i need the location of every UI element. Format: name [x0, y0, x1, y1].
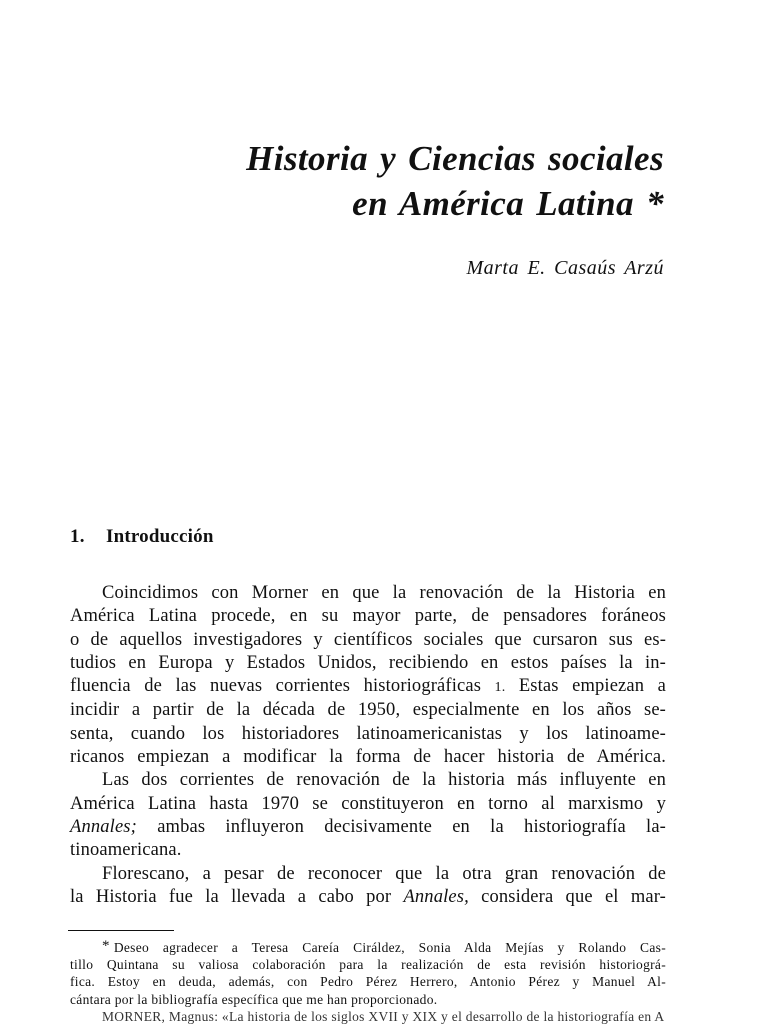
paragraph-3-line: Florescano, a pesar de reconocer que la otra gran renovación de	[102, 863, 666, 884]
paragraph-2-line: tinoamericana.	[70, 840, 182, 861]
footnote-star-line	[70, 938, 666, 956]
footnote-reference[interactable]: 1.	[494, 680, 506, 696]
body-text	[70, 582, 666, 909]
article-title	[246, 136, 664, 226]
paragraph-1-line: incidir a partir de la década de 1950, especialmente en los años se-	[70, 700, 666, 721]
section-title: Introducción	[106, 526, 214, 547]
journal-name: Annales,	[403, 886, 469, 907]
footnote-marker: *	[102, 938, 110, 954]
author-name: Marta E. Casaús Arzú	[466, 257, 664, 279]
footnote-1-line: MORNER, Magnus: «La historia de los siglos XVII y XIX y el desarrollo de la historiografía en A	[102, 1008, 665, 1024]
footnotes	[70, 938, 666, 1025]
section-heading	[70, 526, 214, 548]
paragraph-3-text: la Historia fue la llevada a cabo por	[70, 886, 404, 907]
paragraph-2-line	[70, 816, 666, 839]
paragraph-2-line: Las dos corrientes de renovación de la historia más influyente en	[102, 770, 666, 791]
paragraph-2-line: América Latina hasta 1970 se constituyeron en torno al marxismo y	[70, 793, 666, 814]
paragraph-1-line: o de aquellos investigadores y científicos sociales que cursaron sus es-	[70, 629, 666, 650]
title-line-2: en América Latina *	[352, 184, 664, 223]
paragraph-3-line	[70, 886, 666, 909]
paragraph-2-text: ambas influyeron decisivamente en la historiografía la-	[136, 816, 666, 837]
footnote-star-line: fica. Estoy en deuda, además, con Pedro Pérez Herrero, Antonio Pérez y Manuel Al-	[70, 974, 666, 990]
paragraph-3-text: considera que el mar-	[468, 886, 666, 907]
paragraph-1-line: tudios en Europa y Estados Unidos, recibiendo en estos países la in-	[70, 652, 666, 673]
paragraph-1-line: América Latina procede, en su mayor parte, de pensadores foráneos	[70, 606, 666, 627]
journal-name: Annales;	[70, 816, 137, 837]
paragraph-1-line: senta, cuando los historiadores latinoamericanistas y los latinoame-	[70, 723, 666, 744]
paragraph-1-text: fluencia de las nuevas corrientes historiográficas	[70, 676, 495, 697]
footnote-star-text: Deseo agradecer a Teresa Careía Ciráldez, Sonia Alda Mejías y Rolando Cas-	[113, 940, 666, 955]
paragraph-1-line: ricanos empiezan a modificar la forma de hacer historia de América.	[70, 747, 666, 768]
footnote-divider	[68, 930, 174, 931]
section-number: 1.	[70, 526, 85, 547]
paragraph-1-text: Estas empiezan a	[505, 676, 667, 697]
footnote-star-line: cántara por la bibliografía específica que me han proporcionado.	[70, 991, 438, 1007]
title-line-1: Historia y Ciencias sociales	[246, 139, 664, 178]
footnote-star-line: tillo Quintana su valiosa colaboración para la realización de esta revisión historiográ-	[70, 957, 666, 973]
paragraph-1-line	[70, 675, 666, 699]
paragraph-1-line: Coincidimos con Morner en que la renovación de la Historia en	[102, 583, 666, 603]
